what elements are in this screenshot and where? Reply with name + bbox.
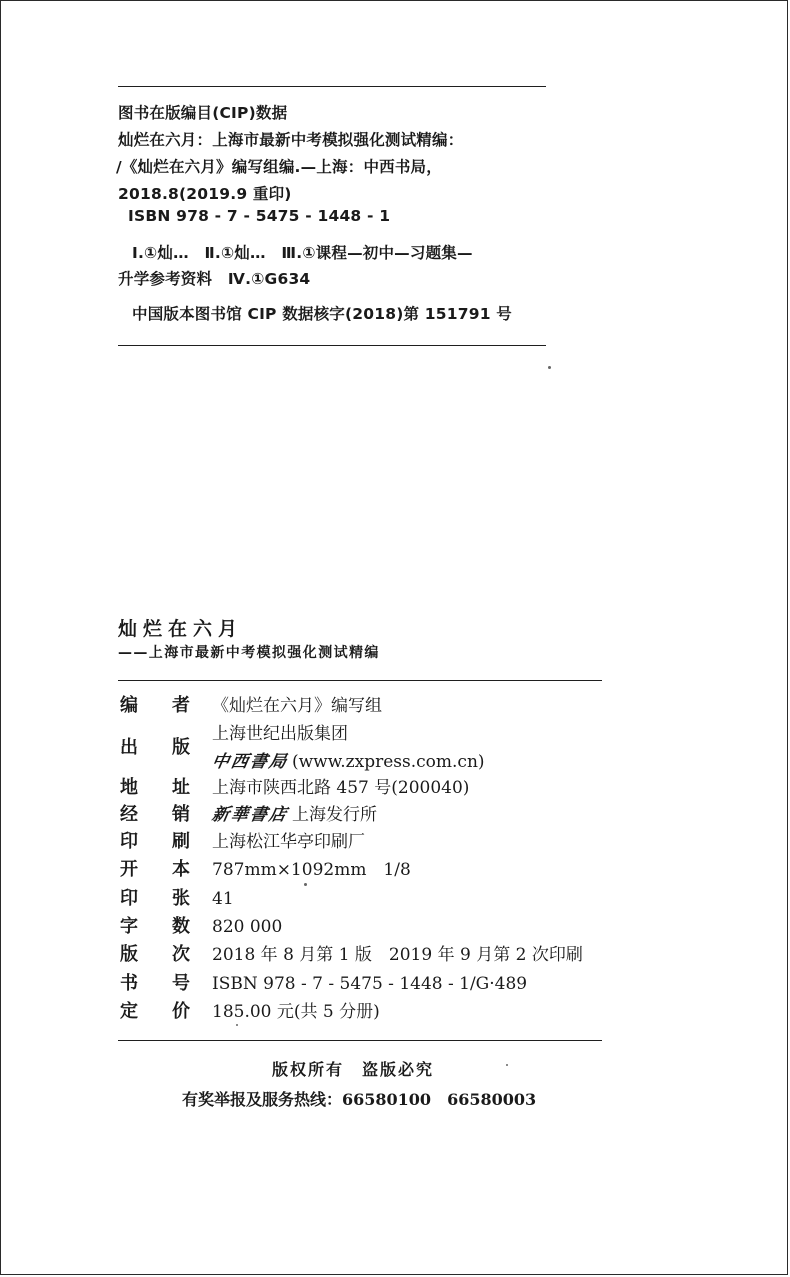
print-speck [236,1024,238,1026]
cip-classification-1: Ⅰ.①灿… Ⅱ.①灿… Ⅲ.①课程—初中—习题集— [132,244,473,262]
detail-format [0,858,790,882]
detail-label: 印 刷 [120,831,190,852]
detail-value: 上海市陕西北路 457 号(200040) [212,778,470,798]
detail-label: 开 本 [120,859,190,880]
distributor-name: 上海发行所 [292,805,377,825]
detail-value: 41 [212,889,234,909]
cip-heading: 图书在版编目(CIP)数据 [118,104,288,122]
cip-line-2: /《灿烂在六月》编写组编.—上海：中西书局， [116,158,442,176]
detail-value: 上海世纪出版集团 [212,724,348,744]
zhongxi-shuju-logo: 中西書局 [210,752,290,772]
detail-label: 经 销 [120,804,190,825]
detail-value: 《灿烂在六月》编写组 [212,696,382,716]
cip-line-1: 灿烂在六月：上海市最新中考模拟强化测试精编： [118,131,464,149]
detail-value: 787mm×1092mm 1/8 [212,860,411,880]
detail-printer [0,830,790,854]
service-hotline: 有奖举报及服务热线：66580100 66580003 [182,1090,537,1109]
cip-line-4: ISBN 978 - 7 - 5475 - 1448 - 1 [128,207,391,225]
detail-value [212,750,485,774]
book-title: 灿烂在六月 [118,618,244,640]
rights-notice: 版权所有 盗版必究 [272,1060,435,1079]
detail-price [0,1000,790,1024]
detail-sheets [0,887,790,911]
detail-label: 编 者 [120,695,190,716]
cip-record: 中国版本图书馆 CIP 数据核字(2018)第 151791 号 [132,305,513,323]
detail-value [212,803,377,827]
detail-value: 2018 年 8 月第 1 版 2019 年 9 月第 2 次印刷 [212,945,583,965]
cip-line-3: 2018.8(2019.9 重印) [118,185,292,203]
detail-label: 版 次 [120,944,190,965]
xinhua-bookstore-logo: 新華書店 [210,805,290,825]
cip-top-rule [118,86,546,87]
detail-address [0,776,790,800]
print-speck [506,1064,508,1066]
detail-publisher [0,722,790,758]
detail-value: 上海松江华亭印刷厂 [212,832,365,852]
detail-edition [0,943,790,967]
detail-label: 定 价 [120,1001,190,1022]
publisher-url: (www.zxpress.com.cn) [292,752,485,772]
print-speck [548,366,551,369]
detail-distributor [0,803,790,827]
detail-label: 书 号 [120,973,190,994]
book-subtitle: ——上海市最新中考模拟强化测试精编 [118,645,380,661]
cip-bottom-rule [118,345,546,346]
detail-label: 地 址 [120,777,190,798]
cip-classification-2: 升学参考资料 Ⅳ.①G634 [118,270,311,288]
detail-editor [0,694,790,718]
print-speck [304,883,307,886]
details-top-rule [118,680,602,681]
detail-label: 出 版 [120,737,190,758]
detail-label: 印 张 [120,888,190,909]
detail-label: 字 数 [120,916,190,937]
details-bottom-rule [118,1040,602,1041]
detail-isbn [0,972,790,996]
detail-value: 185.00 元(共 5 分册) [212,1002,380,1022]
detail-value: ISBN 978 - 7 - 5475 - 1448 - 1/G·489 [212,974,528,994]
detail-word-count [0,915,790,939]
detail-publisher-imprint [0,750,790,774]
detail-value: 820 000 [212,917,283,937]
